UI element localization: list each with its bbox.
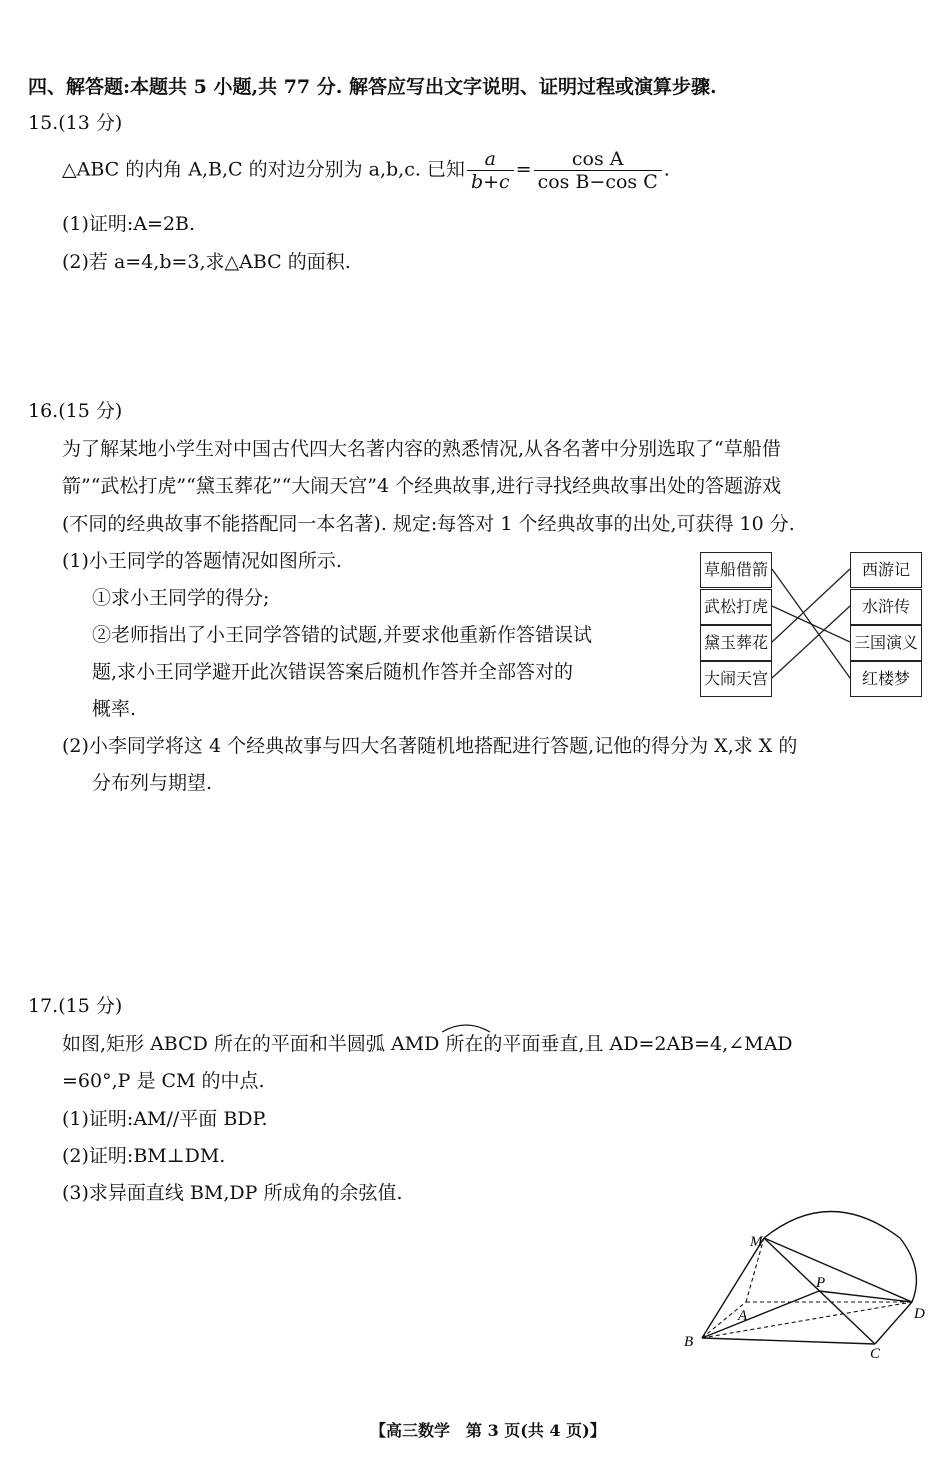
q16-part2-line2: 分布列与期望.: [92, 772, 213, 794]
q16-part2-line1: (2)小李同学将这 4 个经典故事与四大名著随机地搭配进行答题,记他的得分为 X,求 X 的: [62, 735, 798, 757]
q17-part3: (3)求异面直线 BM,DP 所成角的余弦值.: [62, 1182, 403, 1204]
q16-sub1: ①求小王同学的得分;: [92, 587, 270, 609]
q15-part1: (1)证明:A=2B.: [62, 213, 196, 235]
edge-BP: [702, 1291, 819, 1338]
label-C: C: [870, 1346, 881, 1360]
semicircle-arc: [764, 1212, 916, 1303]
label-B: B: [684, 1334, 694, 1350]
edge-CD: [875, 1302, 912, 1344]
q16-stem-line2: 箭”“武松打虎”“黛玉葬花”“大闹天宫”4 个经典故事,进行寻找经典故事出处的答题游戏: [62, 475, 782, 497]
edge-BC: [702, 1338, 875, 1344]
story-box-1: 草船借箭: [700, 552, 772, 588]
match-line-4: [772, 606, 850, 678]
label-A: A: [738, 1308, 748, 1324]
story-box-4: 大闹天宫: [700, 661, 772, 697]
q17-part2: (2)证明:BM⊥DM.: [62, 1145, 226, 1167]
novel-box-2: 水浒传: [850, 589, 922, 625]
q17-number: 17.(15 分): [28, 995, 123, 1017]
q16-stem-line3: (不同的经典故事不能搭配同一本名著). 规定:每答对 1 个经典故事的出处,可获得 10 分.: [62, 513, 795, 535]
q16-sub2-line2: 题,求小王同学避开此次错误答案后随机作答并全部答对的: [92, 661, 574, 683]
q16-sub2-line1: ②老师指出了小王同学答错的试题,并要求他重新作答错误试: [92, 624, 593, 646]
q15-fraction-2: [534, 148, 662, 193]
q16-number: 16.(15 分): [28, 400, 123, 422]
q15-stem: [62, 148, 670, 193]
match-line-3: [772, 569, 850, 642]
q15-frac2-numerator: cos A: [534, 148, 662, 171]
story-box-2: 武松打虎: [700, 589, 772, 625]
q17-geometry-figure: [680, 1210, 940, 1360]
novel-box-1: 西游记: [850, 552, 922, 588]
edge-BM: [702, 1238, 764, 1338]
q15-fraction-1: [467, 148, 514, 193]
q16-stem-line1: 为了解某地小学生对中国古代四大名著内容的熟悉情况,从各名著中分别选取了“草船借: [62, 438, 781, 460]
q17-stem-line1: 如图,矩形 ABCD 所在的平面和半圆弧 AMD 所在的平面垂直,且 AD=2AB=4,∠MAD: [62, 1033, 793, 1055]
label-D: D: [914, 1306, 925, 1322]
q15-stem-prefix: △ABC 的内角 A,B,C 的对边分别为 a,b,c. 已知: [62, 158, 465, 181]
arc-mark: [440, 1020, 492, 1034]
edge-BD: [702, 1302, 912, 1338]
q17-stem-line2: =60°,P 是 CM 的中点.: [62, 1070, 265, 1092]
label-P: P: [816, 1275, 826, 1291]
label-M: M: [750, 1234, 763, 1250]
q17-part1: (1)证明:AM//平面 BDP.: [62, 1108, 268, 1130]
q15-equals: =: [515, 158, 532, 181]
q15-part2: (2)若 a=4,b=3,求△ABC 的面积.: [62, 251, 351, 273]
q15-frac2-denominator: cos B−cos C: [537, 171, 658, 193]
q16-sub2-line3: 概率.: [92, 698, 137, 720]
q15-stem-suffix: .: [663, 158, 670, 181]
novel-box-4: 红楼梦: [850, 661, 922, 697]
q16-part1: (1)小王同学的答题情况如图所示.: [62, 550, 342, 572]
q15-number: 15.(13 分): [28, 112, 123, 134]
match-line-2: [772, 606, 850, 642]
q15-frac1-denominator: b+c: [470, 171, 510, 193]
novel-box-3: 三国演义: [850, 625, 922, 661]
edge-MD: [764, 1238, 912, 1302]
q15-frac1-numerator: a: [467, 148, 514, 171]
story-box-3: 黛玉葬花: [700, 625, 772, 661]
section-header: 四、解答题:本题共 5 小题,共 77 分. 解答应写出文字说明、证明过程或演算步骤.: [28, 76, 717, 98]
page-footer: 【高三数学 第 3 页(共 4 页)】: [370, 1421, 606, 1440]
